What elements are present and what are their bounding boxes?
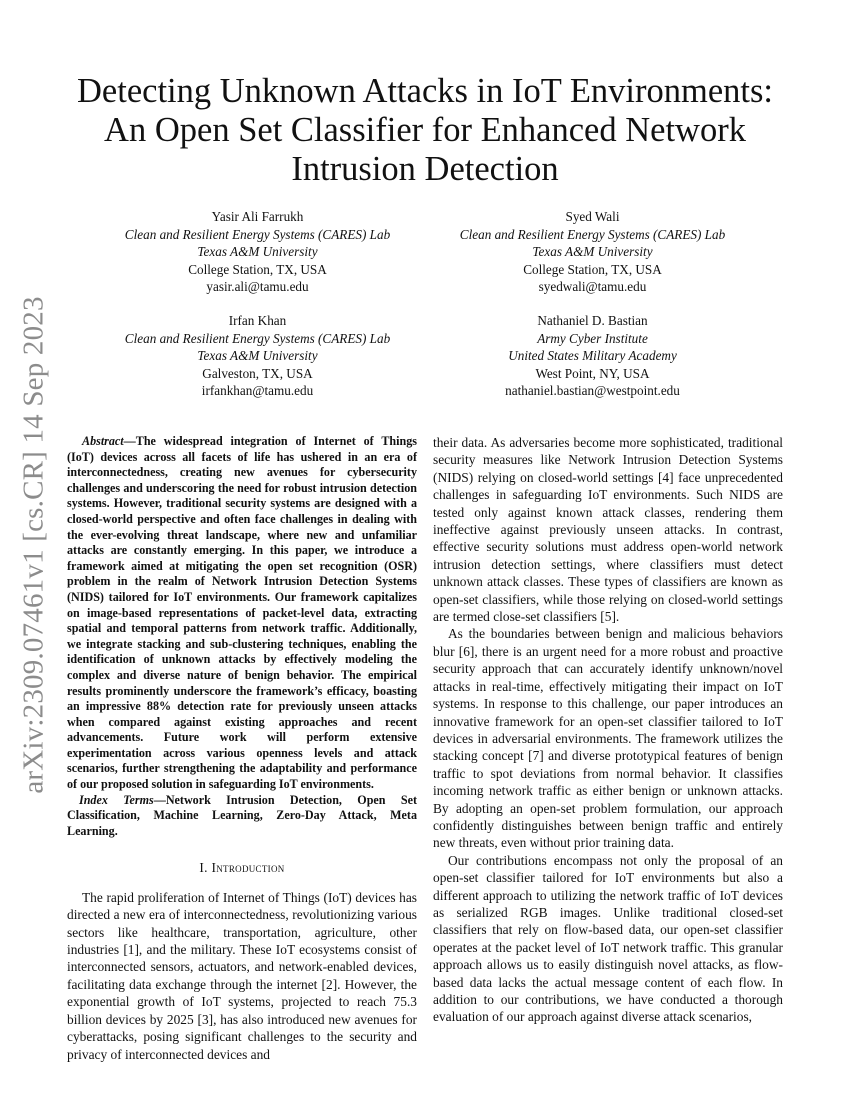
arxiv-stamp-text: arXiv:2309.07461v1 [cs.CR] 14 Sep 2023: [17, 296, 50, 794]
author-affiliation: Clean and Resilient Energy Systems (CARES) Lab: [459, 226, 726, 242]
author-name: Yasir Ali Farrukh: [211, 209, 304, 224]
author-block-2: [420, 208, 765, 296]
intro-paragraph-1: The rapid proliferation of Internet of Things (IoT) devices has directed a new era of interconnectedness, revolutionizing various sectors like healthcare, transportation, agriculture, other industries [1], and the military. These IoT ecosystems consist of interconnected sensors, actuators, and network-enabled devices, facilitating data exchange through the internet [2]. However, the exponential growth of IoT systems, projected to reach 75.3 billion devices by 2025 [3], has also introduced new avenues for cyberattacks, posing significant challenges to the security and privacy of interconnected devices and: [67, 889, 417, 1062]
author-email: syedwali@tamu.edu: [538, 279, 647, 294]
right-column: [433, 434, 783, 1026]
left-column: [67, 434, 417, 1063]
author-institution: Texas A&M University: [197, 244, 318, 259]
author-block-4: [420, 312, 765, 400]
section-heading: [67, 859, 417, 876]
abstract-label: Abstract: [82, 434, 124, 448]
abstract-text: —The widespread integration of Internet of Things (IoT) devices across all facets of life has ushered in an era of interconnectedness, creating new avenues for cybersecurity challenges and underscoring the need for robust intrusion detection systems. However, traditional security systems are designed with a closed-world perspective and often face challenges in dealing with the ever-evolving threat landscape, where new and unfamiliar attacks are constantly emerging. In this paper, we introduce a framework aimed at mitigating the open set recognition (OSR) problem in the realm of Network Intrusion Detection Systems (NIDS) tailored for IoT environments. Our framework capitalizes on image-based representations of packet-level data, extracting spatial and temporal patterns from network traffic. Additionally, we integrate stacking and sub-clustering techniques, enabling the identification of unknown attacks by effectively modeling the complex and diverse nature of benign behavior. The empirical results prominently underscore the framework’s efficacy, boasting an impressive 88% detection rate for previously unseen attacks when compared against existing approaches and recent advancements. Future work will perform extensive experimentation across various openness levels and attack scenarios, further strengthening the adaptability and performance of our proposed solution in safeguarding IoT environments.: [67, 434, 417, 792]
section-title: Introduction: [211, 860, 285, 876]
author-email: yasir.ali@tamu.edu: [206, 279, 309, 294]
author-name: Nathaniel D. Bastian: [537, 313, 648, 328]
author-location: College Station, TX, USA: [188, 261, 327, 277]
author-affiliation: Clean and Resilient Energy Systems (CARES) Lab: [124, 226, 391, 242]
title-line: Detecting Unknown Attacks in IoT Environments:: [77, 72, 773, 110]
title-line: An Open Set Classifier for Enhanced Network: [104, 111, 746, 149]
abstract: [67, 434, 417, 793]
author-location: Galveston, TX, USA: [202, 365, 313, 381]
author-email: nathaniel.bastian@westpoint.edu: [505, 383, 680, 398]
author-affiliation: Army Cyber Institute: [537, 330, 648, 346]
author-name: Syed Wali: [565, 209, 620, 224]
author-institution: United States Military Academy: [508, 348, 677, 363]
author-email: irfankhan@tamu.edu: [201, 383, 314, 398]
index-terms-text: —Network Intrusion Detection, Open Set Classification, Machine Learning, Zero-Day Attack, Meta Learning.: [67, 792, 417, 838]
intro-paragraph-continued: their data. As adversaries become more sophisticated, traditional security measures like Network Intrusion Detection Systems (NIDS) relying on closed-world settings [4] face unprecedented challenges in safeguarding IoT environments. Such NIDS are tested only against known attack classes, rendering them ineffective against previously unseen attacks. In contrast, effective security solutions must address open-world network intrusion detection settings, where classifiers must detect unknown attack classes. These types of classifiers are known as open-set classifiers, while those relying on closed-world settings are termed close-set classifiers [5].: [433, 435, 783, 625]
author-institution: Texas A&M University: [197, 348, 318, 363]
intro-paragraph-2: As the boundaries between benign and malicious behaviors blur [6], there is an urgent need for a more robust and proactive security approach that can accurately identify unknown/novel attacks in real-time, effectively mitigating their impact on IoT systems. In response to this challenge, our paper introduces an innovative framework for an open-set classifier tailored to IoT devices in adversarial environments. The framework utilizes the stacking concept [7] and diverse prototypical features of benign traffic to spot deviations from normal behavior. It classifies incoming network traffic as either benign or unknown attacks. By adopting an open-set problem formulation, our approach confidently distinguishes between benign traffic and entirely new threats, even without prior training data.: [433, 626, 783, 851]
intro-paragraph-3: Our contributions encompass not only the proposal of an open-set classifier tailored for IoT environments but also a different approach to utilizing the network traffic of IoT devices as serialized RGB images. Unlike traditional closed-set classifiers that rely on flow-based data, our open-set classifier operates at the packet level of IoT network traffic. This granular approach allows us to easily distinguish novel attacks, as flow-based data lacks the actual message content of each flow. In addition to our contributions, we have conducted a thorough evaluation of our approach against diverse attack scenarios,: [433, 852, 783, 1025]
arxiv-stamp: [4, 295, 64, 795]
paper-title: [70, 72, 780, 189]
title-line: Intrusion Detection: [291, 150, 559, 188]
author-location: College Station, TX, USA: [523, 261, 662, 277]
author-block-3: [85, 312, 430, 400]
index-terms: [67, 793, 417, 840]
index-terms-label: Index Terms: [79, 792, 154, 807]
author-institution: Texas A&M University: [532, 244, 653, 259]
section-number: I.: [199, 860, 208, 876]
author-location: West Point, NY, USA: [535, 365, 650, 381]
author-block-1: [85, 208, 430, 296]
author-affiliation: Clean and Resilient Energy Systems (CARES) Lab: [124, 330, 391, 346]
author-name: Irfan Khan: [228, 313, 287, 328]
